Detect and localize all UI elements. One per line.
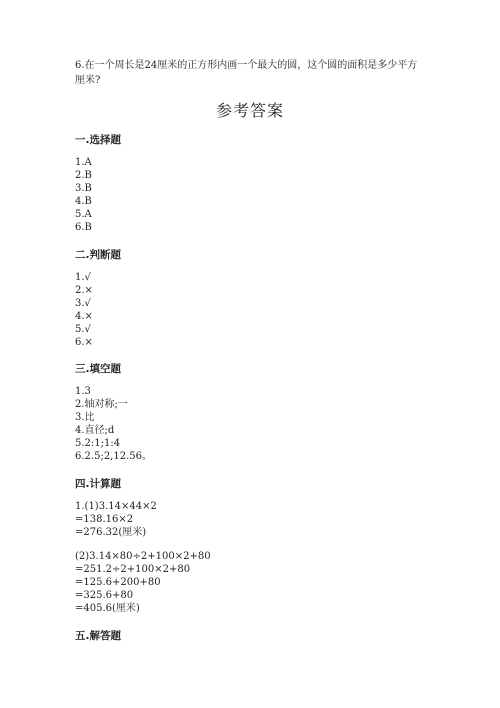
section-heading-fill: 三.填空题 (75, 363, 121, 375)
question-line-2: 厘米? (75, 75, 101, 86)
section-heading-judge: 二.判断题 (75, 249, 121, 261)
judge-answer-1: 1.√ (75, 272, 91, 283)
calc-line-6: =125.6+200+80 (75, 577, 161, 588)
section-heading-choice: 一.选择题 (75, 134, 121, 146)
choice-answer-3: 3.B (75, 183, 92, 194)
calc-line-4: (2)3.14×80÷2+100×2+80 (75, 551, 211, 562)
fill-answer-1: 1.3 (75, 386, 91, 397)
fill-answer-3: 3.比 (75, 412, 95, 423)
fill-answer-2: 2.轴对称;一 (75, 399, 128, 410)
choice-answer-4: 4.B (75, 196, 92, 207)
judge-answer-5: 5.√ (75, 324, 91, 335)
calc-line-8: =405.6(厘米) (75, 603, 140, 614)
calc-line-2: =138.16×2 (75, 514, 134, 525)
fill-answer-5: 5.2:1;1:4 (75, 438, 121, 449)
choice-answer-2: 2.B (75, 170, 92, 181)
choice-answer-6: 6.B (75, 222, 92, 233)
page-title: 参考答案 (215, 101, 284, 120)
calc-line-1: 1.(1)3.14×44×2 (75, 501, 157, 512)
question-line-1: 6.在一个周长是24厘米的正方形内画一个最大的圆，这个圆的面积是多少平方 (75, 60, 418, 71)
section-heading-solve: 五.解答题 (75, 630, 121, 642)
choice-answer-5: 5.A (75, 209, 92, 220)
calc-line-5: =251.2÷2+100×2+80 (75, 564, 191, 575)
judge-answer-3: 3.√ (75, 298, 91, 309)
choice-answer-1: 1.A (75, 157, 92, 168)
judge-answer-2: 2.× (75, 285, 93, 296)
fill-answer-4: 4.直径;d (75, 425, 115, 436)
calc-line-7: =325.6+80 (75, 590, 134, 601)
calc-line-3: =276.32(厘米) (75, 527, 147, 538)
judge-answer-6: 6.× (75, 337, 93, 348)
judge-answer-4: 4.× (75, 311, 93, 322)
section-heading-calc: 四.计算题 (75, 478, 121, 490)
fill-answer-6: 6.2.5;2,12.56。 (75, 451, 152, 462)
